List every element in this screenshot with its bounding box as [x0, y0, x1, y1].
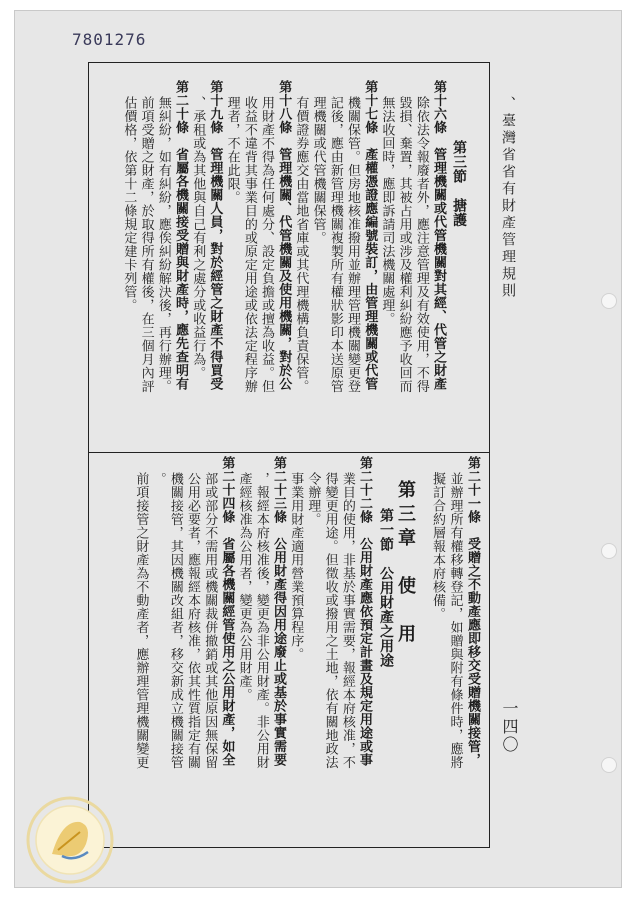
text-column: 理者，不在此限。	[224, 96, 240, 204]
text-column: 業目的使用，非基於事實需要，報經本府核准，不	[339, 472, 355, 769]
article-column: 第二十四條 省屬各機關經管使用之公用財產，如全	[219, 456, 235, 767]
text-column: 前項接管之財產為不動產者，應辦理管理機關變更	[133, 472, 149, 769]
upper-section-heading: 第三節 搪護	[451, 140, 467, 227]
text-column: 並辦理所有權移轉登記，如贈與附有條件時，應將	[447, 472, 463, 769]
text-column: 公用必要者，應報經本府核准，依其性質指定有關	[185, 472, 200, 769]
running-title: 、臺灣省省有財產管理規則	[500, 96, 516, 300]
binding-hole	[601, 293, 617, 309]
text-column: ，報經本府核准後，變更為非公用財產。非公用財	[253, 472, 269, 769]
page-number: 一四〇	[500, 700, 519, 754]
frame-divider	[88, 452, 490, 453]
article-column: 第二十二條 公用財產應依預定計畫及規定用途或事	[357, 456, 372, 767]
article-column: 第十八條 管理機關、代管機關及使用機關，對於公	[276, 80, 292, 391]
text-column: 記後，應由新管理機關複製所有權狀影印本送原管	[327, 96, 343, 393]
document-number: 7801276	[72, 30, 147, 49]
text-column: 毀損、棄置，其被占用或涉及權利糾紛應予收回而	[396, 96, 412, 393]
library-seal-icon	[22, 792, 118, 888]
text-column: 除依法令報廢者外，應注意管理及有效使用，不得	[413, 96, 429, 393]
text-column: 機關接管，其因機關改組者，移交新成立機關接管	[167, 472, 183, 769]
text-column: 有價證券應交由當地省庫或其代理機構負責保管。	[293, 96, 309, 393]
chapter-heading: 第三章 使 用	[395, 480, 416, 648]
text-column: 部或部分不需用或機關裁併撤銷或其他原因無保留	[202, 472, 218, 769]
article-column: 第十七條 產權憑證應編號裝訂，由管理機關或代管	[362, 80, 378, 391]
text-column: 令辦理。	[305, 472, 321, 526]
text-column: 收益不違背其事業目的或原定用途或依法定程序辦	[241, 96, 257, 393]
text-column: 擬訂合約層報本府核備。	[430, 472, 445, 621]
text-column: 無糾紛，如有糾紛，應俟糾紛解決後，再行辦理。	[155, 96, 171, 393]
lower-section-heading: 第一節 公用財產之用途	[378, 508, 394, 668]
text-column: 無法收回時，應即訴請司法機關處理。	[379, 96, 395, 326]
text-column: 估價格，依第十二條規定建卡列管。	[121, 96, 137, 312]
article-column: 第二十條 省屬各機關接受贈與財產時，應先查明有	[173, 80, 188, 391]
text-column: 得變更用途。但徵收或撥用之土地，依有關地政法	[322, 472, 338, 769]
binding-hole	[601, 543, 617, 559]
text-column: 前項受贈之財產，於取得所有權後，在三個月內評	[138, 96, 154, 393]
article-column: 第二十一條 受贈之不動產應即移交受贈機關接管，	[465, 456, 480, 767]
text-column: 用財產不得為任何處分、設定負擔或擅為收益。但	[259, 96, 274, 393]
article-column: 第二十三條 公用財產得因用途廢止或基於事實需要	[271, 456, 286, 767]
text-column: 。	[150, 472, 166, 486]
article-column: 第十九條 管理機關人員，對於經管之財產不得買受	[207, 80, 223, 391]
text-column: 產經核准為公用者，變更為公用財產。	[236, 472, 252, 702]
text-column: 機關保管。但房地核准撥用並辦理管理機關變更登	[345, 96, 360, 393]
text-column: 、承租或為其他與自己有利之處分或收益行為。	[190, 96, 206, 380]
binding-hole	[601, 757, 617, 773]
article-column: 第十六條 管理機關或代管機關對其經、代管之財產	[431, 80, 446, 391]
text-column: 理機關或代管機關保管。	[310, 96, 326, 245]
text-column: 事業用財產適用營業預算程序。	[288, 472, 304, 661]
